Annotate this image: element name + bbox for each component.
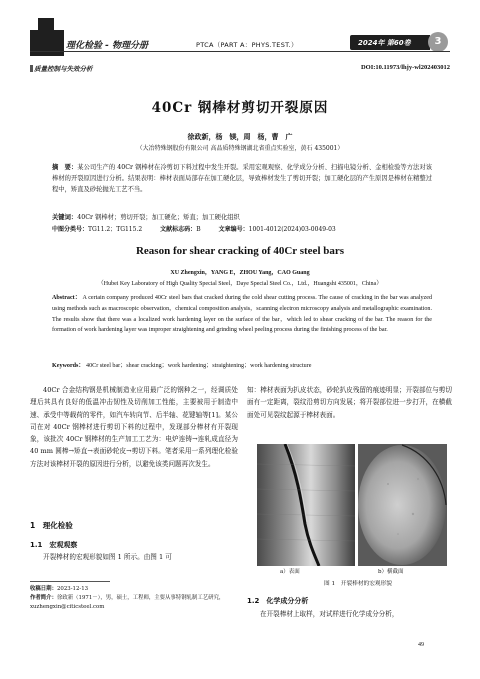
section-tag: 质量控制与失效分析: [34, 65, 93, 73]
section-heading-1-1: 1.1 宏观观察: [30, 541, 78, 549]
doc-label: 文献标志码：: [160, 226, 197, 233]
issue-number-badge: 3: [428, 32, 448, 52]
abstract-en-label: Abstract：: [52, 295, 82, 301]
page-header: [0, 0, 480, 56]
section-heading-1-2: 1.2 化学成分分析: [247, 597, 309, 605]
abstract-en-text: A certain company produced 40Cr steel bars that cracked during the cold shear cutting process. The cause of cracking in the bar was analyzed using methods such as macroscopic observation，chemical composition analysis，scanning electron microscopy analysis and metallographic examination. The results show that there was a localized work hardening layer on the surface of the bar，which led to shear cracking of the bar. The reason for the formation of work hardening layer was improper straightening and grinding wheel peeling process during the finishing process of the bar.: [52, 295, 433, 334]
doc-code: [160, 224, 200, 233]
keywords-cn-label: 关键词：: [52, 214, 78, 221]
figure-1b-cross-section-photo: [358, 444, 447, 566]
author-bio-label: 作者简介：: [30, 595, 57, 601]
keywords-en-text: 40Cr steel bar；shear cracking；work hardening；straightening；work hardening structure: [86, 363, 312, 369]
intro-paragraph: 40Cr 合金结构钢是机械制造业应用最广泛的钢种之一，经调质处理后其具有良好的低温冲击韧性及切削加工性能，主要被用于制造中速、承受中等载荷的零件，如汽车转向节、后半轴、花键轴等[1]。某公司在对 40Cr 钢棒材进行剪切下料的过程中，发现部分棒材有开裂现象，该批次 40Cr 钢棒材的生产加工工艺为：电炉连铸→连轧成直径为 40 mm 圆棒→矫直→表面砂轮皮→剪切下料。笔者采用一系列理化检验方法对该棒材开裂的原因进行分析，以避免该类问题再次发生。: [30, 386, 238, 468]
figure-1-caption: 图 1 开裂棒材的宏观形貌: [324, 581, 392, 587]
received-label: 收稿日期：: [30, 586, 57, 592]
header-divider: [30, 51, 450, 52]
received-value: 2023-12-13: [56, 586, 89, 592]
clc-label: 中图分类号：: [52, 226, 89, 233]
journal-name: PTCA（PART A：PHYS.TEST.）: [196, 41, 298, 49]
affiliation-cn: （大冶特殊钢股份有限公司 高品质特殊钢湖北省重点实验室，黄石 435001）: [136, 145, 344, 152]
keywords-en: [52, 361, 432, 372]
doi-link[interactable]: DOI:10.11973/lhjy-wl202403012: [360, 64, 450, 71]
article-id: [219, 224, 336, 233]
chemical-paragraph: 在开裂棒材上取样，对试样进行化学成分分析，: [260, 610, 399, 618]
affiliation-en: （Hubei Key Laboratory of High Quality Special Steel，Daye Special Steel Co.，Ltd.，Huangshi 435001，China）: [97, 281, 383, 287]
section-marker-icon: [30, 65, 33, 72]
clc-value: TG11.2: [88, 226, 111, 233]
author-bio: [30, 594, 240, 612]
keywords-cn-text: 40Cr 钢棒材；剪切开裂；加工硬化；矫直；加工硬化组织: [77, 214, 240, 221]
authors-en: XU Zhengxin，YANG E，ZHOU Yang，CAO Guang: [170, 270, 310, 276]
figure-1a-label: a）表面: [280, 569, 300, 575]
figure-1: [257, 444, 447, 567]
issue-label: 2024年 第60卷: [350, 35, 430, 50]
article-value: 1001-4012(2024)03-0049-03: [248, 226, 336, 233]
doc-value: B: [196, 226, 201, 233]
keywords-en-label: Keywords：: [52, 363, 85, 369]
macro-paragraph: 开裂棒材的宏观形貌如图 1 所示。由图 1 可: [43, 553, 172, 561]
abstract-cn-text: 某公司生产的 40Cr 钢棒材在冷剪切下料过程中发生开裂。采用宏观观察、化学成分分析、扫描电镜分析、金相检验等方法对该棒材的开裂原因进行分析。结果表明：棒材表面局部存在加工硬化层，导致棒材发生了剪切开裂；加工硬化层的产生原因是棒材在精整过程中，矫直及砂轮抛光工艺不当。: [52, 164, 432, 193]
journal-logo-text: 理化检验 - 物理分册: [66, 41, 149, 51]
clc-number: 中图分类号：TG11.2；TG115.2: [52, 226, 143, 233]
abstract-en: [52, 293, 432, 336]
figure-1a-surface-photo: [257, 444, 355, 566]
article-label: 文章编号：: [218, 226, 249, 233]
keywords-cn: [52, 212, 432, 223]
article-title-cn: 40Cr 钢棒材剪切开裂原因: [151, 100, 329, 116]
page-number: 49: [418, 642, 424, 648]
section-heading-1: 1 理化检验: [30, 521, 73, 530]
article-title-en: Reason for shear cracking of 40Cr steel bars: [135, 245, 345, 257]
figure-1b-label: b）横截面: [378, 569, 404, 575]
abstract-cn-label: 摘 要：: [52, 164, 78, 171]
author-bio-text: 徐政新（1971－），男，硕士，工程师，主要从事特钢轧制工艺研究，xuzhengxin@citicsteel.com: [30, 595, 225, 610]
abstract-cn: [52, 162, 432, 195]
classification-line: [52, 224, 442, 233]
journal-logo-icon: [30, 30, 64, 56]
macro-paragraph-continued: 知：棒材表面为扒皮状态，砂轮扒皮残留的痕迹明显；开裂部位与剪切面有一定距离，裂纹沿剪切方向发展；将开裂部位进一步打开，在横截面处可见裂纹起源于棒材表面。: [247, 386, 452, 419]
footnote: [30, 585, 240, 612]
authors-cn: 徐政新，杨 镁，周 杨，曹 广: [187, 132, 293, 141]
clc-value-2: TG115.2: [116, 226, 143, 233]
